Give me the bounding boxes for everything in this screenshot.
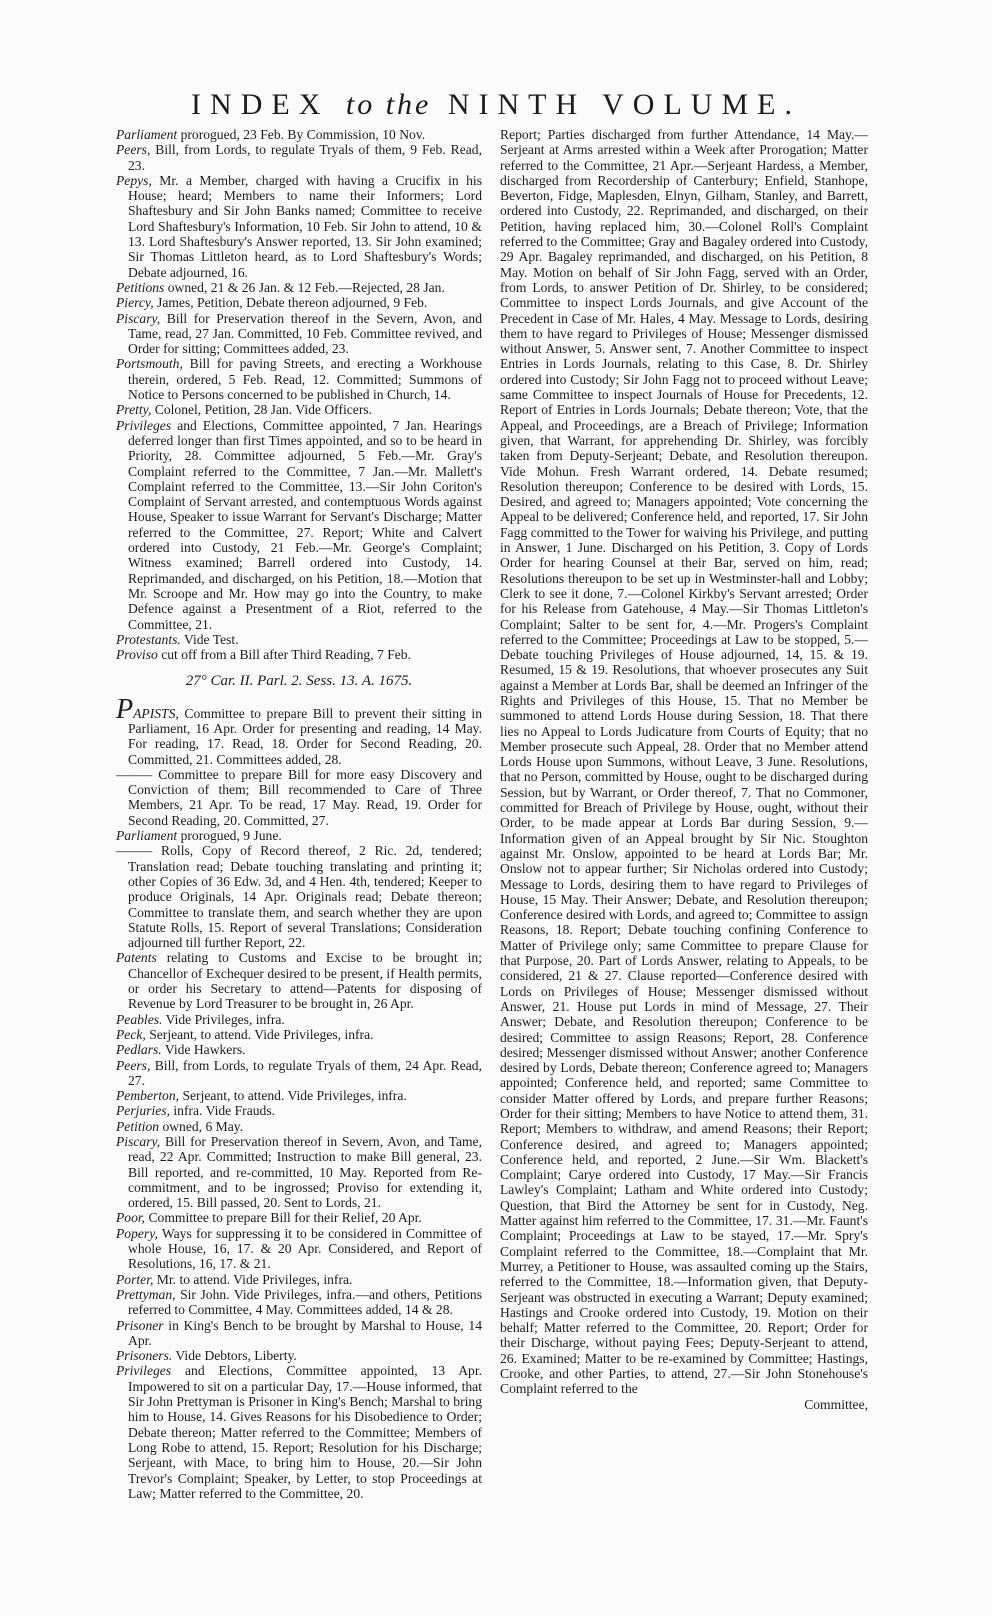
title-index: INDEX — [191, 88, 330, 121]
index-text: Mr. a Member, charged with having a Crucifix in his House; heard; Members to name their Informers; Lord Shaftesbury and Sir John Banks named; Committee to receive Lord Shaftesbury's Information, 10 Feb. Sir John to attend, 10 & 13. Lord Shaftesbury's Answer reported, 13. Sir John examined; Sir Thomas Littleton heard, as to Lord Shaftesbury's Words; Debate adjourned, 16. — [128, 172, 482, 280]
index-entry — [116, 142, 482, 173]
index-text: Vide Hawkers. — [161, 1042, 246, 1058]
index-text: Vide Privileges, infra. — [162, 1011, 285, 1027]
index-text: Rolls, Copy of Record thereof, 2 Ric. 2d, tendered; Translation read; Debate touching translating and printing it; other Copies of 36 Edw. 3d, and 4 Hen. 4th, tendered; Keeper to produce Originals, 14 Apr. Originals read; Debate thereon; Committee to translate them, and search whether they are upon Statute Rolls, 15. Report of several Translations; Consideration adjourned till further Report, 22. — [128, 843, 482, 951]
index-entry — [116, 647, 482, 662]
index-term: Prisoner — [116, 1317, 164, 1333]
index-text: cut off from a Bill after Third Reading, 7 Feb. — [157, 647, 411, 663]
index-entry — [116, 843, 482, 950]
index-text: Vide Test. — [180, 631, 239, 647]
index-text: prorogued, 23 Feb. By Commission, 10 Nov. — [177, 127, 426, 142]
index-entry — [116, 1027, 482, 1042]
index-text: relating to Customs and Excise to be brought in; Chancellor of Exchequer desired to be present, if Health permits, or order his Secretary to attend—Patents for disposing of Revenue by Lord Treasurer to be brought in, 26 Apr. — [128, 950, 482, 1012]
index-entry — [116, 1272, 482, 1287]
index-term: Prettyman, — [116, 1286, 176, 1302]
catchword: Committee, — [804, 1396, 868, 1412]
index-text: Bill for paving Streets, and erecting a Workhouse therein, ordered, 5 Feb. Read, 12. Committed; Summons of Notice to Persons concerned to be published in Church, 14. — [128, 356, 482, 403]
index-entry — [116, 632, 482, 647]
right-column — [500, 127, 868, 1412]
index-term: ——— — [116, 843, 153, 859]
index-text: Committee to prepare Bill for more easy Discovery and Conviction of them; Bill recommended to Care of Three Members, 21 Apr. To be read, 17 May. Read, 19. Order for Second Reading, 20. Committed, 27. — [128, 766, 482, 828]
index-term: Proviso — [116, 647, 158, 663]
index-entry — [116, 418, 482, 632]
index-entry-continued: Report; Parties discharged from further Attendance, 14 May.—Serjeant at Arms arrested within a Week after Prorogation; Matter referred to the Committee, 21 Apr.—Serjeant Hardess, a Member, discharged from Recordership of Canterbury; Enfield, Stanhope, Beverton, Fidge, Maplesden, Elnyn, Gilham, Stanley, and Barrett, ordered into Custody, 22. Reprimanded, and discharged, on their Petition, having replaced him, 30.—Colonel Roll's Complaint referred to the Committee; Gray and Bagaley ordered into Custody, 29 Apr. Bagaley reprimanded, and discharged, on his Petition, 8 May. Motion on behalf of Sir John Fagg, served with an Order, from Lords, to answer Petition of Dr. Shirley, to be considered; Committee to inspect Lords Journals, and give Account of the Precedent in Case of Mr. Hales, 4 May. Message to Lords, desiring them to have regard to Privileges of House; Messenger dismissed without Answer, 5. Answer sent, 7. Another Committee to inspect Entries in Lords Journals, relating to this Case, 8. Dr. Shirley ordered into Custody; Sir John Fagg not to proceed without Leave; same Committee to inspect Journals of House for Precedents, 12. Report of Entries in Lords Journals; Debate thereon; Vote, that the Appeal, and Proceedings, are a Breach of Privilege; Information given, that Warrant, for apprehending Dr. Shirley, was forcibly taken from Deputy-Serjeant; Debate, and Resolution thereupon. Vide Mohun. Fresh Warrant ordered, 14. Debate resumed; Resolution thereupon; Conference to be desired with Lords, 15. Desired, and agreed to; Managers appointed; Vote concerning the Appeal to be delivered; Conference held, and reported, 17. Sir John Fagg committed to the Tower for waiving his Privilege, and putting in Answer, 1 June. Discharged on his Petition, 3. Copy of Lords Order for hearing Counsel at their Bar, served on him, read; Resolutions thereupon to be set up in Westminster-hall and Lobby; Clerk to see it done, 7.—Colonel Kirkby's Servant arrested; Order for his Release from Gatehouse, 4 May.—Sir Thomas Littleton's Complaint; Salter to be sent for, 4.—Mr. Progers's Complaint referred to the Committee; Proceedings at Law to be stopped, 5.—Debate touching Privileges of House adjourned, 14, 15. & 19. Resumed, 15 & 19. Resolutions, that whoever prosecutes any Suit against a Member at Lords Bar, shall be deemed an Infringer of the Rights and Privileges of this House, 15. That no Member be summoned to attend Lords House during Session, 18. That there lies no Appeal to Lords Judicature from Courts of Equity; that no Member prosecute such Appeal, 28. Order that no Member attend Lords House upon Summons, without Leave, 3 June. Resolutions, that no Person, committed by House, ought to be discharged during Session, but by Warrant, or Order thereof, 7. That no Commoner, committed for Breach of Privilege by House, ought, without their Order, to be made appear at Lords Bar during Session, 9.—Information given of an Appeal brought by Sir Nic. Stoughton against Mr. Onslow, appointed to be heard at Lords Bar; Mr. Onslow not to appear further; Sir Nicholas ordered into Custody; Message to Lords, desiring them to have regard to Privileges of House, 15 May. Their Answer; Debate, and Resolution thereupon; Conference desired with Lords, and agreed to; Committee to assign Reasons, 18. Report; Debate touching confining Conference to Matter of Privilege only; same Committee to prepare Clause for that Purpose, 20. Part of Lords Answer, relating to Appeals, to be considered, 21 & 27. Clause reported—Conference desired with Lords on Privileges of House; Messenger dismissed without Answer, 21. House put Lords in mind of Message, 27. Their Answer; Debate, and Resolution thereupon; Conference to be desired; Committee to assign Reasons; Report, 28. Conference desired; Messenger dismissed without Answer; another Conference desired by Lords, Debate thereon; Conference agreed to; Managers appointed; Conference held, and reported; same Committee to consider Matter offered by Lords, and prepare further Reasons; Order for their sitting; Members to have Notice to attend them, 31. Report; Members to withdraw, and amend Reasons; their Report; Conference desired, and agreed to; Managers appointed; Conference held, and reported, 2 June.—Sir Wm. Blackett's Complaint; Carye ordered into Custody, 17 May.—Sir Francis Lawley's Complaint; Latham and White ordered into Custody; Question, that Bird the Attorney be sent for in Custody, Neg. Matter against him referred to the Committee, 17. 31.—Mr. Faunt's Complaint; Proceedings at Law to be stayed, 17.—Mr. Spry's Complaint referred to the Committee, 18.—Complaint that Mr. Murrey, a Petitioner to House, was assaulted coming up the Stairs, referred to the Committee, 18.—Information given, that Deputy-Serjeant was obstructed in executing a Warrant; Deputy examined; Hastings and Crooke ordered into Custody, 19. Motion on their behalf; Matter referred to the Committee, 20. Report; Order for their Discharge, without paying Fees; Deputy-Serjeant to attend, 26. Examined; Matter to be re-examined by Committee; Hastings, Crooke, and other Parties, to attend, 27.—Sir John Stonehouse's Complaint referred to the — [500, 127, 868, 1397]
index-text: Bill for Preservation thereof in Severn, Avon, and Tame, read, 22 Apr. Committed; Instruction to make Bill general, 23. Bill reported, and re-committed, 10 May. Reported from Re-commitment, and to be ingrossed; Proviso for extending it, ordered, 15. Bill passed, 20. Sent to Lords, 21. — [128, 1134, 482, 1211]
index-term: Pretty, — [116, 402, 152, 418]
index-entry — [116, 127, 482, 142]
index-entry — [116, 1348, 482, 1363]
index-entry — [116, 1226, 482, 1272]
title-volume: NINTH VOLUME. — [447, 88, 801, 121]
index-entry — [116, 1058, 482, 1089]
index-text: Sir John. Vide Privileges, infra.—and others, Petitions referred to Committee, 4 May. Committees added, 14 & 28. — [128, 1286, 482, 1318]
index-entry — [116, 1012, 482, 1027]
index-term: Parliament — [116, 127, 178, 142]
index-text: Bill, from Lords, to regulate Tryals of them, 24 Apr. Read, 27. — [128, 1057, 482, 1088]
index-entry — [116, 1042, 482, 1057]
index-term: Poor, — [116, 1210, 146, 1226]
index-term: Piscary, — [116, 310, 161, 326]
index-text: and Elections, Committee appointed, 7 Jan. Hearings deferred longer than first Times appointed, and so to be heard in Priority, 28. Committee adjourned, 5 Feb.—Mr. Gray's Complaint referred to the Committee, 7 Jan.—Mr. Mallett's Complaint referred to the Committee, 13.—Sir John Coriton's Complaint of Servant arrested, and contemptuous Words against House, Speaker to issue Warrant for Servant's Discharge; Matter referred to the Committee, 27. Report; White and Calvert ordered into Custody, 21 Feb.—Mr. George's Complaint; Witness examined; Barrell ordered into Custody, 14. Reprimanded, and discharged, on his Petition, 18.—Motion that Mr. Scroope and Mr. How may go into the Country, to make Defence against a Presentment of a Riot, referred to the Committee, 21. — [128, 417, 482, 632]
index-entry — [116, 1210, 482, 1225]
index-term: Pedlars. — [116, 1042, 162, 1058]
index-entry — [116, 1119, 482, 1134]
index-entry — [116, 356, 482, 402]
index-entry — [116, 295, 482, 310]
index-entry — [116, 1103, 482, 1118]
index-entry-papists — [116, 693, 482, 767]
index-text: Mr. to attend. Vide Privileges, infra. — [153, 1271, 353, 1287]
index-entry — [116, 402, 482, 417]
index-term: Peck, — [116, 1026, 146, 1042]
drop-cap: P — [116, 693, 134, 725]
page-title — [0, 90, 992, 120]
index-entry — [116, 1363, 482, 1501]
index-entry — [116, 767, 482, 828]
index-list-1675-session — [116, 127, 482, 662]
index-entry — [116, 1134, 482, 1210]
index-term: Prisoners. — [116, 1348, 173, 1364]
index-list-session-13 — [116, 767, 482, 1501]
index-term: Peers, — [116, 142, 151, 158]
index-text: Bill, from Lords, to regulate Tryals of them, 9 Feb. Read, 23. — [128, 142, 482, 173]
index-term: Petitions — [116, 279, 165, 295]
index-term: Privileges — [116, 1363, 172, 1379]
index-term: Parliament — [116, 828, 178, 844]
section-heading: 27° Car. II. Parl. 2. Sess. 13. A. 1675. — [185, 673, 413, 690]
index-text: Serjeant, to attend. Vide Privileges, infra. — [145, 1026, 374, 1042]
left-column — [116, 127, 482, 1501]
index-term: Piercy, — [116, 295, 154, 311]
index-term: Popery, — [116, 1225, 158, 1241]
index-text: Colonel, Petition, 28 Jan. Vide Officers. — [151, 402, 373, 418]
index-entry — [116, 950, 482, 1011]
index-term: ——— — [116, 766, 153, 782]
index-text: owned, 21 & 26 Jan. & 12 Feb.—Rejected, 28 Jan. — [164, 279, 445, 295]
index-text: Vide Debtors, Liberty. — [172, 1348, 297, 1364]
index-entry — [116, 1318, 482, 1349]
index-text: Serjeant, to attend. Vide Privileges, infra. — [179, 1088, 407, 1104]
index-entry — [116, 1287, 482, 1318]
index-text: in King's Bench to be brought by Marshal to House, 14 Apr. — [128, 1317, 482, 1348]
index-term: Pemberton, — [116, 1088, 180, 1104]
index-entry — [116, 1088, 482, 1103]
index-term: Petition — [116, 1118, 160, 1134]
title-to-the: to the — [345, 88, 432, 121]
index-text: infra. Vide Frauds. — [170, 1103, 276, 1119]
index-term: Porter, — [116, 1271, 154, 1287]
index-term: Portsmouth, — [116, 356, 183, 372]
index-text: prorogued, 9 June. — [177, 828, 282, 844]
index-entry — [116, 311, 482, 357]
index-term: APISTS, — [133, 705, 179, 721]
index-text: Committee to prepare Bill to prevent their sitting in Parliament, 16 Apr. Order for presenting and reading, 14 May. For reading, 17. Read, 18. Order for Second Reading, 20. Committed, 21. Committees added, 28. — [128, 705, 482, 767]
index-text: owned, 6 May. — [159, 1118, 244, 1134]
index-entry — [116, 828, 482, 843]
index-term: Protestants. — [116, 631, 181, 647]
index-text: James, Petition, Debate thereon adjourned, 9 Feb. — [153, 295, 428, 311]
index-entry — [116, 173, 482, 280]
index-term: Peables. — [116, 1011, 163, 1027]
index-term: Privileges — [116, 417, 172, 433]
index-term: Peers, — [116, 1057, 151, 1073]
index-text: Ways for suppressing it to be considered in Committee of whole House, 16, 17. & 20 Apr. Considered, and Report of Resolutions, 16, 17. & 21. — [128, 1225, 482, 1272]
index-text: Committee to prepare Bill for their Relief, 20 Apr. — [145, 1210, 422, 1226]
index-term: Piscary, — [116, 1134, 161, 1149]
index-term: Pepys, — [116, 172, 152, 188]
index-text: Bill for Preservation thereof in the Severn, Avon, and Tame, read, 27 Jan. Committed, 10 Feb. Committee revived, and Order for sitting; Committees added, 23. — [128, 310, 482, 357]
index-text: and Elections, Committee appointed, 13 Apr. Impowered to sit on a particular Day, 17.—House informed, that Sir John Prettyman is Prisoner in King's Bench; Marshal to bring him to House, 14. Gives Reasons for his Disobedience to Order; Debate thereon; Matter referred to the Committee; Members of Long Robe to attend, 15. Report; Resolution for his Discharge; Serjeant, with Mace, to bring him to House, 20.—Sir John Trevor's Complaint; Speaker, by Letter, to stop Proceedings at Law; Matter referred to the Committee, 20. — [128, 1363, 482, 1501]
index-entry — [116, 280, 482, 295]
index-term: Perjuries, — [116, 1103, 170, 1119]
index-term: Patents — [116, 950, 157, 966]
